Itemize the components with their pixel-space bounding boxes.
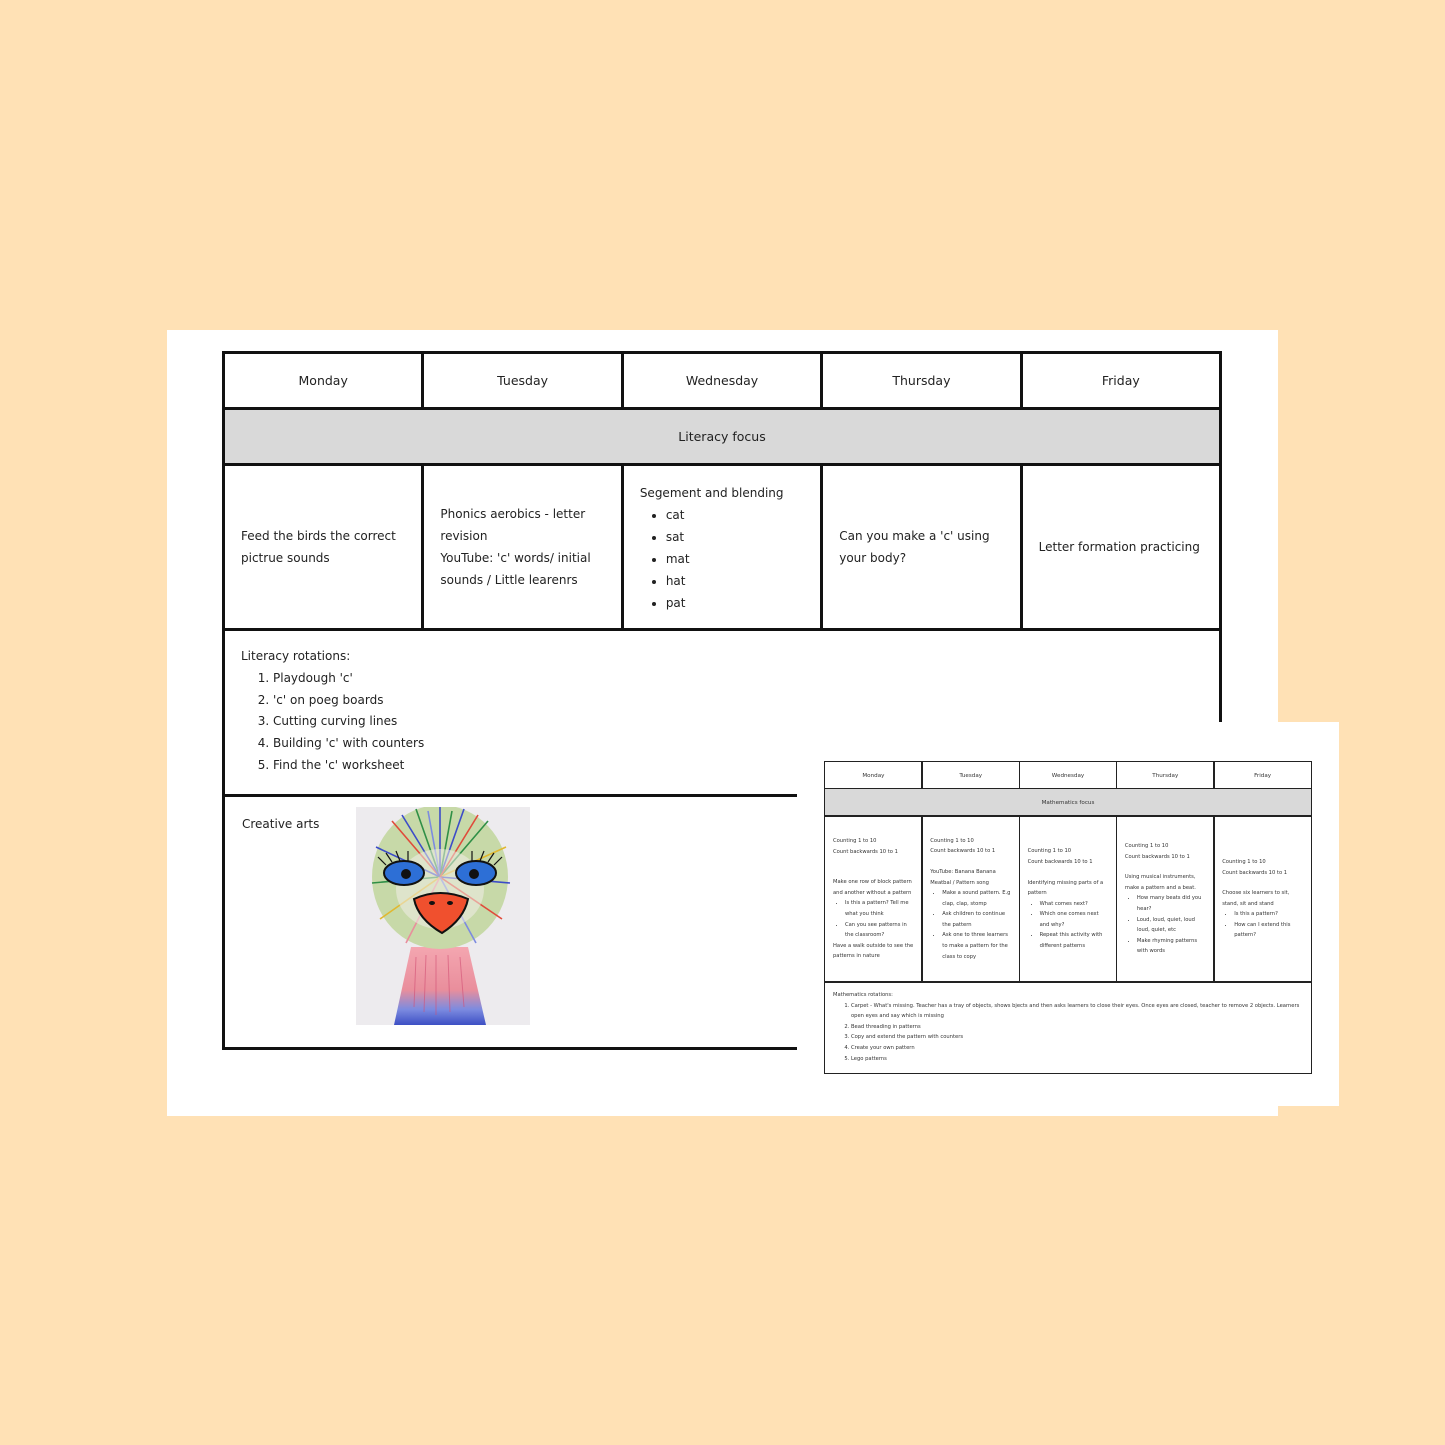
math-intro-line: Counting 1 to 10 [1124,843,1169,850]
math-rotations-title: Mathematics rotations: [833,992,893,998]
math-bullet: • Ask one to three learners to make a pattern for the class to copy [942,930,1011,962]
math-focus-band [824,788,1312,817]
math-rotation-item: 5. Lego patterns [851,1054,1303,1065]
literacy-rotations-title: Literacy rotations: [241,649,351,663]
math-activity-bullets [1028,899,1109,952]
rotation-item: 2. 'c' on poeg boards [273,690,1203,712]
math-rotation-item: 1. Carpet - What's missing. Teacher has a tray of objects, shows bjects and then asks learners to close their eyes. Once eyes are closed, teacher to remove 2 objects. Learners open eyes and say which is missing [851,1001,1303,1022]
math-day-header-thursday: Thursday [1116,761,1215,790]
math-rotation-item: 2. Bead threading in patterns [851,1022,1303,1033]
math-intro-line: Count backwards 10 to 1 [930,848,996,855]
math-friday-activity [1213,815,1312,983]
math-activity-bullets [1125,893,1206,957]
monday-activity-text: Feed the birds the correct pictrue sounds [241,529,396,565]
blending-word: • hat [666,570,784,592]
math-activity-text: Choose six learners to sit, stand, sit and stand [1222,890,1290,907]
math-bullet: • What comes next? [1040,899,1109,910]
day-header-monday: Monday [222,351,424,410]
math-day-header-wednesday: Wednesday [1019,761,1118,790]
rotation-item: 4. Building 'c' with counters [273,733,1203,755]
math-activity-bullets [930,888,1011,962]
math-day-header-friday: Friday [1213,761,1312,790]
wednesday-activity-title: Segement and blending [639,486,784,500]
math-activity-bullets [1222,909,1303,941]
rotation-item: 3. Cutting curving lines [273,711,1203,733]
monday-activity [222,463,424,631]
ostrich-drawing-image [356,807,530,1025]
math-rotation-item: 3. Copy and extend the pattern with counters [851,1032,1303,1043]
literacy-focus-band [222,407,1222,466]
math-thursday-activity [1116,815,1215,983]
math-day-header-tuesday: Tuesday [921,761,1020,790]
math-tuesday-activity [921,815,1020,983]
math-day-header-monday: Monday [824,761,923,790]
math-rotations-cell [824,981,1312,1074]
thursday-activity-text: Can you make a 'c' using your body? [839,529,990,565]
tuesday-activity [421,463,623,631]
math-activity-row [824,815,1312,983]
creative-arts-cell [222,794,798,1050]
math-intro-line: Counting 1 to 10 [1222,858,1266,865]
creative-arts-label: Creative arts [242,817,320,831]
blending-word: • sat [666,526,784,548]
math-bullet: • Is this a pattern? [1234,909,1303,920]
math-rotation-item: 4. Create your own pattern [851,1043,1303,1054]
day-header-thursday: Thursday [820,351,1022,410]
math-intro-line: Count backwards 10 to 1 [1124,853,1190,860]
blending-word: • mat [666,548,784,570]
math-focus-label: Mathematics focus [1041,799,1095,806]
math-intro-line: Count backwards 10 to 1 [1222,869,1288,876]
math-bullet: • Make rhyming patterns with words [1137,936,1206,957]
thursday-activity [820,463,1022,631]
literacy-focus-label: Literacy focus [678,429,766,444]
math-intro-line: Counting 1 to 10 [833,838,877,845]
math-rotations-list [833,1001,1303,1065]
math-activity-bullets [833,898,914,940]
math-bullet: • How can I extend this pattern? [1234,920,1303,941]
math-bullet: • Ask children to continue the pattern [942,909,1011,930]
day-header-tuesday: Tuesday [421,351,623,410]
math-bullet: • Is this a pattern? Tell me what you think [845,898,914,919]
rotation-item: 5. Find the 'c' worksheet [273,755,1203,777]
wednesday-activity [621,463,823,631]
math-bullet: • Make a sound pattern. E.g clap, clap, stomp [942,888,1011,909]
math-day-header-row [824,761,1312,790]
math-intro-line: Count backwards 10 to 1 [1027,858,1093,865]
math-intro-line: Count backwards 10 to 1 [833,848,898,855]
mathematics-planner-table [824,761,1312,1074]
blending-word: • cat [666,504,784,526]
friday-activity-text: Letter formation practicing [1038,540,1200,554]
math-bullet: • Can you see patterns in the classroom? [845,920,914,941]
blending-word-list [640,504,784,614]
day-header-wednesday: Wednesday [621,351,823,410]
math-bullet: • Which one comes next and why? [1040,909,1109,930]
math-activity-text: Identifying missing parts of a pattern [1027,879,1104,897]
math-monday-activity [824,815,923,983]
math-wednesday-activity [1019,815,1118,983]
day-header-row [222,351,1222,410]
math-activity-text: Using musical instruments, make a pattern and a beat. [1124,874,1196,891]
day-header-friday: Friday [1020,351,1222,410]
tuesday-activity-line: YouTube: 'c' words/ initial sounds / Little learenrs [440,551,591,587]
math-activity-text: Make one row of block pattern and another without a pattern [833,879,912,896]
math-activity-text: YouTube: Banana Banana Meatbal / Pattern song [930,868,996,886]
tuesday-activity-line: Phonics aerobics - letter revision [440,507,586,543]
friday-activity [1020,463,1222,631]
rotation-item: 1. Playdough 'c' [273,668,1203,690]
blending-word: • pat [666,592,784,614]
math-bullet: • How many beats did you hear? [1137,893,1206,914]
math-intro-line: Counting 1 to 10 [1027,848,1072,855]
ostrich-drawing-icon [356,807,530,1025]
math-bullet: • Repeat this activity with different patterns [1040,930,1109,951]
literacy-activity-row [222,463,1222,631]
math-activity-outro: Have a walk outside to see the patterns in nature [833,942,914,960]
math-intro-line: Counting 1 to 10 [930,837,974,844]
math-bullet: • Loud, loud, quiet, loud loud, quiet, etc [1137,915,1206,936]
